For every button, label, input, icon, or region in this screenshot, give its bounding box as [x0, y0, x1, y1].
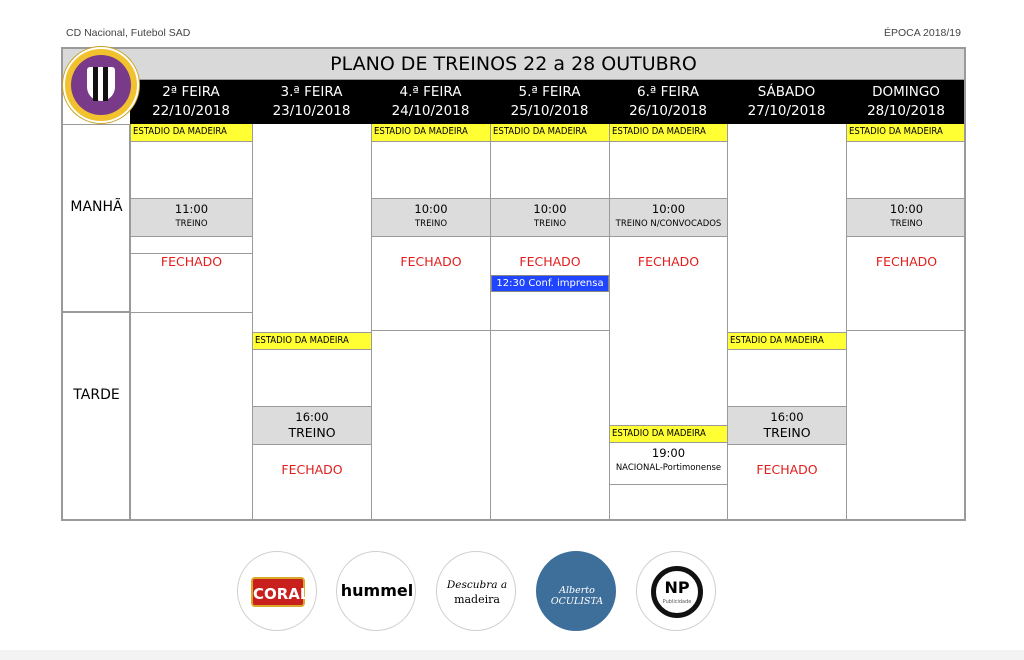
press-conference-badge: 12:30 Conf. imprensa — [491, 275, 609, 292]
session-activity: TREINO N/CONVOCADOS — [615, 219, 722, 229]
closed-status: FECHADO — [160, 254, 223, 269]
day-header-wed — [371, 80, 490, 124]
day-date: 26/10/2018 — [629, 103, 707, 119]
session-time-cell — [491, 198, 609, 237]
period-divider — [847, 330, 966, 331]
session-activity: TREINO — [175, 219, 208, 229]
day-date: 24/10/2018 — [391, 103, 470, 119]
session-time: 10:00 — [889, 202, 924, 216]
venue-label: ESTADIO DA MADEIRA — [372, 124, 490, 142]
day-date: 25/10/2018 — [510, 103, 589, 119]
day-date: 22/10/2018 — [152, 103, 230, 119]
session-time-cell — [728, 406, 846, 445]
session-time: 10:00 — [651, 202, 686, 216]
session-activity: TREINO — [890, 219, 923, 229]
closed-status: FECHADO — [281, 462, 343, 477]
np-wordmark: NP — [664, 578, 690, 597]
day-header-thu — [490, 80, 609, 124]
day-column-sun — [846, 124, 966, 521]
session-activity: TREINO — [414, 219, 448, 229]
day-name: 6.ª FEIRA — [637, 84, 699, 100]
np-subtitle: Publicidade — [662, 599, 692, 605]
day-column-wed — [371, 124, 490, 521]
period-label-column — [61, 124, 130, 521]
day-name: SÁBADO — [757, 84, 816, 100]
club-name: CD Nacional, Futebol SAD — [66, 27, 191, 39]
session-activity: TREINO — [288, 425, 336, 440]
morning-label: MANHÃ — [70, 199, 123, 215]
day-header-mon — [130, 80, 252, 124]
session-time: 10:00 — [533, 202, 567, 216]
session-time-cell — [253, 406, 371, 445]
session-time: 11:00 — [174, 202, 209, 216]
venue-label: ESTADIO DA MADEIRA — [847, 124, 966, 142]
season-label: ÉPOCA 2018/19 — [883, 27, 961, 39]
np-ring — [651, 566, 703, 618]
session-time: 16:00 — [295, 410, 329, 424]
day-column-thu — [490, 124, 609, 521]
venue-label: ESTADIO DA MADEIRA — [131, 124, 252, 142]
session-time-cell — [610, 198, 727, 237]
session-activity: TREINO — [533, 219, 567, 229]
hummel-wordmark: hummel — [340, 581, 414, 600]
day-header-fri — [609, 80, 727, 124]
day-name: DOMINGO — [872, 84, 940, 100]
crest-stripe — [93, 67, 98, 101]
club-crest-icon — [63, 47, 139, 123]
day-column-sat — [727, 124, 846, 521]
np-logo-icon — [636, 551, 716, 631]
closed-status: FECHADO — [756, 462, 818, 477]
venue-label: ESTADIO DA MADEIRA — [491, 124, 609, 142]
closed-status: FECHADO — [519, 254, 581, 269]
madeira-line1: Descubra a — [446, 579, 508, 591]
bottom-bar — [0, 650, 1024, 660]
day-header-sun — [846, 80, 966, 124]
plan-title-text: PLANO DE TREINOS 22 a 28 OUTUBRO — [330, 53, 697, 75]
day-column-mon — [130, 124, 252, 521]
day-name: 5.ª FEIRA — [518, 84, 581, 100]
session-time: 10:00 — [414, 202, 448, 216]
alberto-oculista-logo-icon — [536, 551, 616, 631]
day-name: 2ª FEIRA — [162, 84, 220, 100]
day-column-fri — [609, 124, 727, 521]
day-header-sat — [727, 80, 846, 124]
afternoon-label: TARDE — [73, 387, 120, 403]
hummel-logo-icon — [336, 551, 416, 631]
madeira-logo-icon — [436, 551, 516, 631]
day-date: 27/10/2018 — [747, 103, 826, 119]
match-name: NACIONAL-Portimonense — [615, 463, 722, 473]
session-activity: TREINO — [763, 425, 811, 440]
crest-stripe — [103, 67, 108, 101]
day-date: 28/10/2018 — [867, 103, 945, 119]
period-divider — [491, 292, 609, 331]
coral-badge: CORAL — [251, 577, 305, 607]
match-time: 19:00 — [651, 446, 686, 460]
closed-status: FECHADO — [875, 254, 938, 269]
day-date: 23/10/2018 — [272, 103, 351, 119]
alberto-wordmark: Alberto OCULISTA — [550, 585, 604, 607]
venue-label: ESTADIO DA MADEIRA — [610, 425, 727, 443]
period-divider — [62, 311, 129, 313]
period-divider — [130, 253, 252, 254]
day-header-tue — [252, 80, 371, 124]
day-name: 4.ª FEIRA — [399, 84, 462, 100]
venue-label: ESTADIO DA MADEIRA — [253, 332, 371, 350]
match-cell — [610, 443, 727, 485]
session-time: 16:00 — [770, 410, 804, 424]
afternoon-empty-cell — [131, 312, 252, 330]
period-divider — [372, 330, 490, 331]
closed-status: FECHADO — [637, 254, 700, 269]
crest-shield — [87, 67, 115, 101]
plan-title — [61, 47, 966, 80]
session-time-cell — [131, 198, 252, 237]
session-time-cell — [847, 198, 966, 237]
training-plan-table — [61, 47, 966, 521]
day-column-tue — [252, 124, 371, 521]
venue-label: ESTADIO DA MADEIRA — [610, 124, 727, 142]
venue-label: ESTADIO DA MADEIRA — [728, 332, 846, 350]
day-name: 3.ª FEIRA — [280, 84, 343, 100]
coral-logo-icon — [237, 551, 317, 631]
closed-status: FECHADO — [400, 254, 462, 269]
session-time-cell — [372, 198, 490, 237]
sponsor-strip — [0, 551, 1024, 633]
madeira-line2: madeira — [454, 593, 500, 606]
